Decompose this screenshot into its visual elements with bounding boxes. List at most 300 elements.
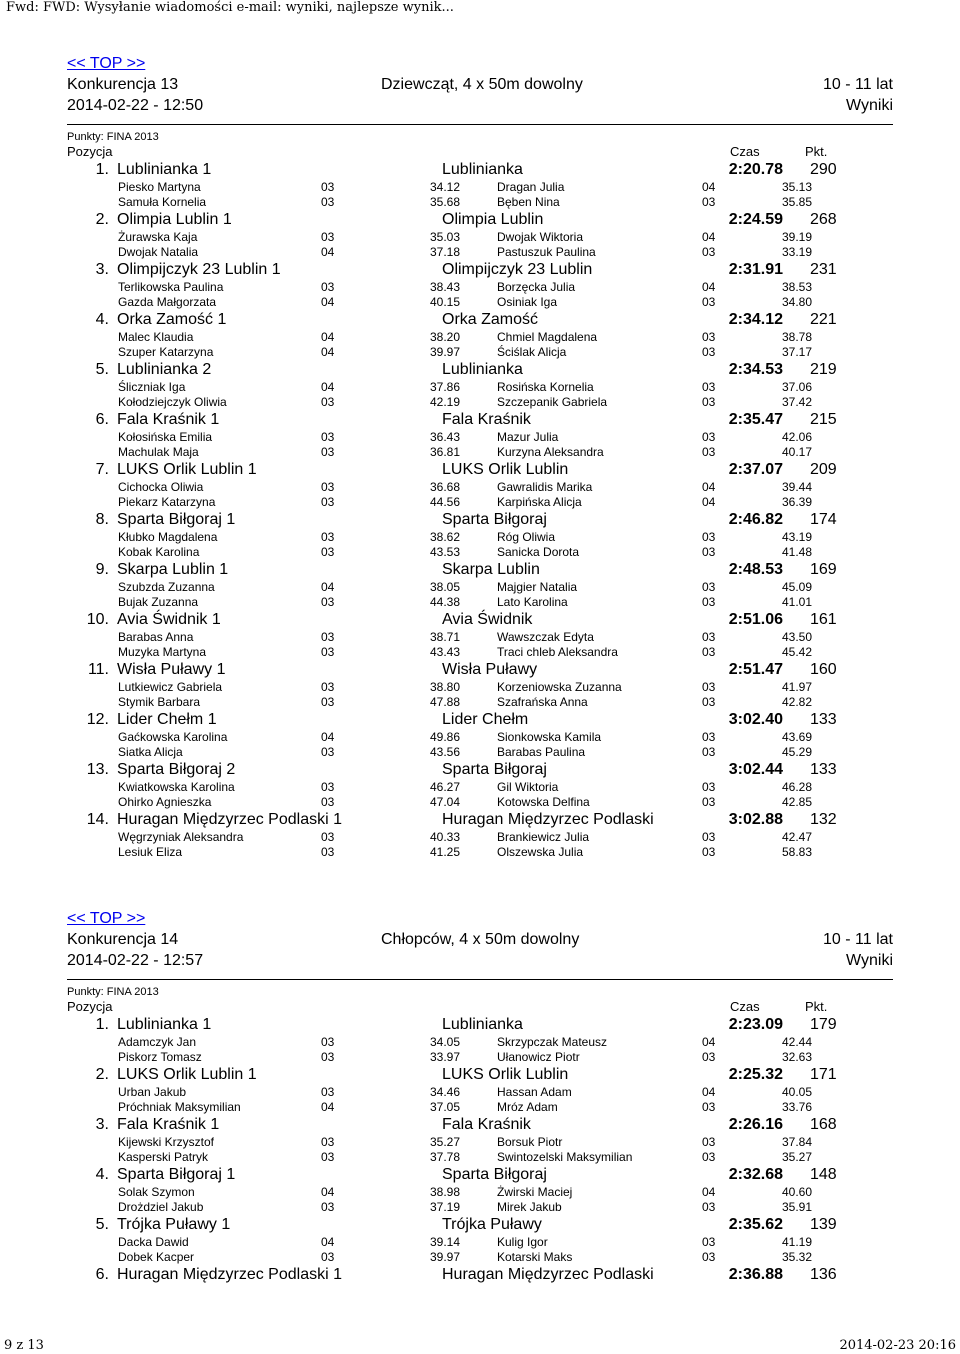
swimmer-year: 03 <box>321 545 335 559</box>
swimmer-year: 04 <box>702 1085 716 1099</box>
swimmer-split: 40.60 <box>781 1185 812 1199</box>
swimmer-name: Korzeniowska Zuzanna <box>497 680 622 694</box>
swimmer-year: 04 <box>321 1185 335 1199</box>
swimmer-year: 03 <box>321 1035 335 1049</box>
swimmer-year: 03 <box>321 630 335 644</box>
swimmer-year: 03 <box>702 595 716 609</box>
swimmer-split: 47.04 <box>430 795 461 809</box>
team-name: Orka Zamość 1 <box>117 311 227 328</box>
swimmer-split: 45.42 <box>781 645 812 659</box>
team-club: Huragan Międzyrzec Podlaski <box>442 1266 654 1283</box>
team-row <box>67 810 893 830</box>
team-row <box>67 1115 893 1135</box>
swimmer-split: 43.69 <box>781 730 812 744</box>
swimmer-year: 03 <box>321 230 335 244</box>
swimmer-row <box>67 745 893 760</box>
swimmer-split: 37.86 <box>430 380 461 394</box>
results-label: Wyniki <box>846 952 893 969</box>
swimmer-year: 03 <box>321 595 335 609</box>
swimmer-year: 03 <box>321 1135 335 1149</box>
swimmer-split: 34.80 <box>781 295 812 309</box>
swimmer-name: Lesiuk Eliza <box>118 845 183 859</box>
team-points: 209 <box>810 461 837 478</box>
team-name: Olimpijczyk 23 Lublin 1 <box>117 261 281 278</box>
swimmer-row <box>67 395 893 410</box>
swimmer-name: Gawralidis Marika <box>497 480 593 494</box>
team-row <box>67 710 893 730</box>
team-time: 2:46.82 <box>728 511 783 528</box>
team-position: 1. <box>95 1016 109 1033</box>
column-time: Czas <box>730 999 760 1014</box>
swimmer-year: 03 <box>702 330 716 344</box>
swimmer-year: 03 <box>702 430 716 444</box>
swimmer-split: 37.05 <box>430 1100 461 1114</box>
swimmer-split: 36.43 <box>430 430 461 444</box>
swimmer-split: 34.05 <box>430 1035 461 1049</box>
top-link[interactable]: << TOP >> <box>67 55 146 72</box>
team-time: 3:02.40 <box>728 711 783 728</box>
swimmer-split: 38.78 <box>781 330 812 344</box>
swimmer-split: 45.29 <box>781 745 812 759</box>
swimmer-split: 38.98 <box>430 1185 461 1199</box>
team-points: 221 <box>810 311 837 328</box>
team-points: 139 <box>810 1216 837 1233</box>
swimmer-split: 38.05 <box>430 580 461 594</box>
swimmer-row <box>67 345 893 360</box>
team-position: 2. <box>95 211 109 228</box>
team-points: 215 <box>810 411 837 428</box>
swimmer-name: Karpińska Alicja <box>497 495 582 509</box>
team-points: 268 <box>810 211 837 228</box>
swimmer-year: 03 <box>702 295 716 309</box>
swimmer-split: 41.97 <box>781 680 812 694</box>
swimmer-year: 04 <box>321 1100 335 1114</box>
swimmer-row <box>67 380 893 395</box>
swimmer-split: 43.50 <box>781 630 812 644</box>
swimmer-name: Skrzypczak Mateusz <box>497 1035 608 1049</box>
team-name: Lublinianka 2 <box>117 361 212 378</box>
swimmer-split: 43.53 <box>430 545 461 559</box>
swimmer-name: Mróz Adam <box>497 1100 558 1114</box>
swimmer-split: 35.91 <box>781 1200 812 1214</box>
team-name: Fala Kraśnik 1 <box>117 1116 220 1133</box>
swimmer-name: Samuła Kornelia <box>118 195 207 209</box>
team-row <box>67 260 893 280</box>
team-position: 4. <box>95 1166 109 1183</box>
swimmer-row <box>67 795 893 810</box>
team-club: Orka Zamość <box>442 311 539 328</box>
team-name: Lublinianka 1 <box>117 1016 212 1033</box>
team-club: Wisła Puławy <box>442 661 538 678</box>
swimmer-name: Kotowska Delfina <box>497 795 590 809</box>
swimmer-name: Sanicka Dorota <box>497 545 580 559</box>
swimmer-name: Barabas Anna <box>118 630 194 644</box>
swimmer-row <box>67 695 893 710</box>
team-position: 14. <box>86 811 109 828</box>
swimmer-year: 04 <box>702 480 716 494</box>
results-list <box>67 160 893 860</box>
swimmer-row <box>67 730 893 745</box>
event-number: Konkurencja 13 <box>67 76 179 93</box>
swimmer-year: 03 <box>702 245 716 259</box>
swimmer-split: 39.44 <box>781 480 812 494</box>
swimmer-name: Lutkiewicz Gabriela <box>118 680 223 694</box>
swimmer-year: 03 <box>702 795 716 809</box>
swimmer-name: Sionkowska Kamila <box>497 730 602 744</box>
swimmer-row <box>67 1150 893 1165</box>
team-club: Fala Kraśnik <box>442 411 531 428</box>
swimmer-row <box>67 680 893 695</box>
team-time: 2:20.78 <box>728 161 783 178</box>
swimmer-year: 03 <box>702 695 716 709</box>
swimmer-split: 44.56 <box>430 495 461 509</box>
swimmer-split: 37.84 <box>781 1135 812 1149</box>
team-name: Skarpa Lublin 1 <box>117 561 229 578</box>
team-points: 168 <box>810 1116 837 1133</box>
swimmer-split: 41.48 <box>781 545 812 559</box>
swimmer-year: 03 <box>321 495 335 509</box>
swimmer-name: Kłubko Magdalena <box>118 530 218 544</box>
swimmer-name: Żwirski Maciej <box>497 1185 573 1199</box>
swimmer-name: Cichocka Oliwia <box>118 480 204 494</box>
swimmer-split: 44.38 <box>430 595 461 609</box>
swimmer-year: 03 <box>321 795 335 809</box>
swimmer-split: 39.14 <box>430 1235 461 1249</box>
team-club: Olimpijczyk 23 Lublin <box>442 261 593 278</box>
team-row <box>67 610 893 630</box>
swimmer-split: 33.76 <box>781 1100 812 1114</box>
points-note: Punkty: FINA 2013 <box>67 986 159 998</box>
page-header: Fwd: FWD: Wysyłanie wiadomości e-mail: wyniki, najlepsze wynik... <box>6 0 454 15</box>
team-points: 179 <box>810 1016 837 1033</box>
swimmer-name: Brankiewicz Julia <box>497 830 590 844</box>
swimmer-name: Ohirko Agnieszka <box>118 795 212 809</box>
team-name: Sparta Biłgoraj 1 <box>117 511 236 528</box>
swimmer-row <box>67 845 893 860</box>
swimmer-split: 38.71 <box>430 630 461 644</box>
team-time: 2:26.16 <box>728 1116 783 1133</box>
swimmer-year: 04 <box>702 180 716 194</box>
swimmer-row <box>67 1235 893 1250</box>
event-block <box>67 54 893 860</box>
swimmer-year: 03 <box>321 780 335 794</box>
swimmer-split: 40.33 <box>430 830 461 844</box>
swimmer-year: 03 <box>702 630 716 644</box>
top-link-row <box>67 909 893 929</box>
swimmer-year: 03 <box>702 645 716 659</box>
top-link-row <box>67 54 893 74</box>
swimmer-name: Adamczyk Jan <box>118 1035 197 1049</box>
column-header-row <box>67 999 893 1015</box>
swimmer-year: 03 <box>702 345 716 359</box>
team-name: Lider Chełm 1 <box>117 711 217 728</box>
swimmer-name: Szczepanik Gabriela <box>497 395 608 409</box>
swimmer-name: Róg Oliwia <box>497 530 556 544</box>
swimmer-name: Dobek Kacper <box>118 1250 195 1264</box>
team-position: 10. <box>86 611 109 628</box>
swimmer-name: Solak Szymon <box>118 1185 195 1199</box>
team-row <box>67 210 893 230</box>
team-position: 3. <box>95 1116 109 1133</box>
swimmer-year: 03 <box>321 430 335 444</box>
swimmer-name: Gil Wiktoria <box>497 780 559 794</box>
team-name: LUKS Orlik Lublin 1 <box>117 461 257 478</box>
swimmer-split: 42.85 <box>781 795 812 809</box>
team-name: Huragan Międzyrzec Podlaski 1 <box>117 1266 342 1283</box>
team-club: Lublinianka <box>442 161 523 178</box>
swimmer-split: 42.06 <box>781 430 812 444</box>
column-points: Pkt. <box>805 144 828 159</box>
swimmer-name: Borsuk Piotr <box>497 1135 563 1149</box>
team-points: 136 <box>810 1266 837 1283</box>
swimmer-split: 41.01 <box>781 595 812 609</box>
swimmer-year: 03 <box>702 830 716 844</box>
swimmer-split: 36.81 <box>430 445 461 459</box>
team-time: 3:02.88 <box>728 811 783 828</box>
team-time: 2:34.12 <box>728 311 783 328</box>
team-club: Sparta Biłgoraj <box>442 761 547 778</box>
swimmer-name: Muzyka Martyna <box>118 645 207 659</box>
swimmer-year: 03 <box>702 445 716 459</box>
swimmer-split: 35.13 <box>781 180 812 194</box>
team-club: Olimpia Lublin <box>442 211 544 228</box>
swimmer-row <box>67 1100 893 1115</box>
team-row <box>67 760 893 780</box>
swimmer-name: Hassan Adam <box>497 1085 572 1099</box>
team-row <box>67 160 893 180</box>
swimmer-year: 03 <box>702 1250 716 1264</box>
team-points: 290 <box>810 161 837 178</box>
swimmer-name: Węgrzyniak Aleksandra <box>118 830 244 844</box>
team-position: 12. <box>86 711 109 728</box>
swimmer-year: 03 <box>702 380 716 394</box>
team-club: Sparta Biłgoraj <box>442 1166 547 1183</box>
swimmer-name: Kijewski Krzysztof <box>118 1135 215 1149</box>
divider <box>67 979 893 980</box>
swimmer-year: 04 <box>321 245 335 259</box>
swimmer-row <box>67 180 893 195</box>
swimmer-year: 03 <box>702 1050 716 1064</box>
swimmer-name: Gaćkowska Karolina <box>118 730 228 744</box>
team-points: 160 <box>810 661 837 678</box>
swimmer-year: 03 <box>702 395 716 409</box>
swimmer-year: 03 <box>321 845 335 859</box>
team-position: 11. <box>87 661 109 678</box>
swimmer-split: 46.28 <box>781 780 812 794</box>
swimmer-row <box>67 1250 893 1265</box>
event-title: Chłopców, 4 x 50m dowolny <box>381 931 580 948</box>
swimmer-split: 35.03 <box>430 230 461 244</box>
swimmer-name: Osiniak Iga <box>497 295 558 309</box>
team-time: 2:25.32 <box>728 1066 783 1083</box>
event-date-row <box>67 950 893 971</box>
swimmer-split: 35.32 <box>781 1250 812 1264</box>
swimmer-year: 04 <box>321 295 335 309</box>
swimmer-name: Próchniak Maksymilian <box>118 1100 241 1114</box>
team-points: 161 <box>810 611 837 628</box>
team-name: Sparta Biłgoraj 1 <box>117 1166 236 1183</box>
swimmer-year: 03 <box>702 745 716 759</box>
swimmer-row <box>67 630 893 645</box>
swimmer-split: 39.97 <box>430 345 461 359</box>
swimmer-year: 04 <box>702 1035 716 1049</box>
swimmer-year: 03 <box>321 480 335 494</box>
swimmer-name: Drożdziel Jakub <box>118 1200 204 1214</box>
team-club: Fala Kraśnik <box>442 1116 531 1133</box>
team-points: 132 <box>810 811 837 828</box>
swimmer-year: 03 <box>321 395 335 409</box>
swimmer-year: 03 <box>702 195 716 209</box>
column-header-row <box>67 144 893 160</box>
event-header-row <box>67 74 893 95</box>
swimmer-row <box>67 580 893 595</box>
swimmer-name: Stymik Barbara <box>118 695 201 709</box>
team-time: 2:23.09 <box>728 1016 783 1033</box>
swimmer-split: 37.18 <box>430 245 461 259</box>
swimmer-name: Urban Jakub <box>118 1085 187 1099</box>
swimmer-split: 35.85 <box>781 195 812 209</box>
swimmer-name: Terlikowska Paulina <box>118 280 224 294</box>
swimmer-year: 03 <box>321 1250 335 1264</box>
swimmer-name: Kasperski Patryk <box>118 1150 209 1164</box>
swimmer-split: 34.12 <box>430 180 461 194</box>
points-note: Punkty: FINA 2013 <box>67 131 159 143</box>
team-position: 7. <box>95 461 109 478</box>
team-position: 4. <box>95 311 109 328</box>
swimmer-name: Mazur Julia <box>497 430 559 444</box>
swimmer-year: 04 <box>321 1235 335 1249</box>
swimmer-split: 32.63 <box>781 1050 812 1064</box>
swimmer-split: 42.47 <box>781 830 812 844</box>
column-points: Pkt. <box>805 999 828 1014</box>
swimmer-name: Kotarski Maks <box>497 1250 573 1264</box>
swimmer-row <box>67 1050 893 1065</box>
team-position: 6. <box>95 1266 109 1283</box>
swimmer-year: 03 <box>321 1150 335 1164</box>
event-date-row <box>67 95 893 116</box>
swimmer-year: 04 <box>321 345 335 359</box>
team-club: Sparta Biłgoraj <box>442 511 547 528</box>
swimmer-name: Rosińska Kornelia <box>497 380 594 394</box>
swimmer-name: Szuper Katarzyna <box>118 345 214 359</box>
swimmer-split: 37.78 <box>430 1150 461 1164</box>
swimmer-split: 38.53 <box>781 280 812 294</box>
team-club: Skarpa Lublin <box>442 561 540 578</box>
swimmer-row <box>67 245 893 260</box>
swimmer-name: Dragan Julia <box>497 180 565 194</box>
swimmer-name: Kurzyna Aleksandra <box>497 445 604 459</box>
swimmer-year: 03 <box>321 745 335 759</box>
team-club: Lublinianka <box>442 1016 523 1033</box>
swimmer-name: Ułanowicz Piotr <box>497 1050 580 1064</box>
team-row <box>67 460 893 480</box>
swimmer-split: 34.46 <box>430 1085 461 1099</box>
team-row <box>67 310 893 330</box>
team-time: 2:35.62 <box>728 1216 783 1233</box>
swimmer-split: 40.17 <box>781 445 812 459</box>
swimmer-name: Mirek Jakub <box>497 1200 562 1214</box>
swimmer-row <box>67 480 893 495</box>
swimmer-split: 42.82 <box>781 695 812 709</box>
swimmer-split: 46.27 <box>430 780 461 794</box>
team-points: 133 <box>810 711 837 728</box>
swimmer-split: 43.56 <box>430 745 461 759</box>
team-time: 2:51.47 <box>728 661 783 678</box>
swimmer-name: Gazda Małgorzata <box>118 295 217 309</box>
swimmer-row <box>67 830 893 845</box>
swimmer-year: 04 <box>702 495 716 509</box>
swimmer-split: 40.15 <box>430 295 461 309</box>
team-row <box>67 660 893 680</box>
swimmer-split: 47.88 <box>430 695 461 709</box>
team-points: 133 <box>810 761 837 778</box>
swimmer-row <box>67 545 893 560</box>
swimmer-year: 03 <box>321 695 335 709</box>
swimmer-name: Dwojak Natalia <box>118 245 199 259</box>
swimmer-year: 04 <box>702 280 716 294</box>
swimmer-name: Dwojak Wiktoria <box>497 230 584 244</box>
swimmer-year: 03 <box>321 445 335 459</box>
swimmer-split: 42.44 <box>781 1035 812 1049</box>
swimmer-year: 03 <box>321 830 335 844</box>
swimmer-name: Piesko Martyna <box>118 180 201 194</box>
swimmer-year: 03 <box>702 730 716 744</box>
swimmer-row <box>67 430 893 445</box>
event-datetime: 2014-02-22 - 12:50 <box>67 97 204 114</box>
swimmer-year: 03 <box>702 530 716 544</box>
team-position: 13. <box>86 761 109 778</box>
team-points: 148 <box>810 1166 837 1183</box>
swimmer-split: 38.43 <box>430 280 461 294</box>
swimmer-split: 37.17 <box>781 345 812 359</box>
team-position: 5. <box>95 361 109 378</box>
column-position: Pozycja <box>67 144 113 159</box>
team-club: Huragan Międzyrzec Podlaski <box>442 811 654 828</box>
swimmer-year: 04 <box>321 380 335 394</box>
team-name: Lublinianka 1 <box>117 161 212 178</box>
column-position: Pozycja <box>67 999 113 1014</box>
swimmer-split: 33.19 <box>781 245 812 259</box>
team-name: LUKS Orlik Lublin 1 <box>117 1066 257 1083</box>
swimmer-name: Dacka Dawid <box>118 1235 189 1249</box>
event-datetime: 2014-02-22 - 12:57 <box>67 952 204 969</box>
team-position: 1. <box>95 161 109 178</box>
swimmer-split: 37.06 <box>781 380 812 394</box>
team-row <box>67 1265 893 1285</box>
swimmer-year: 04 <box>321 730 335 744</box>
swimmer-row <box>67 445 893 460</box>
swimmer-row <box>67 1185 893 1200</box>
team-points: 231 <box>810 261 837 278</box>
team-name: Fala Kraśnik 1 <box>117 411 220 428</box>
team-row <box>67 1215 893 1235</box>
top-link[interactable]: << TOP >> <box>67 910 146 927</box>
swimmer-split: 49.86 <box>430 730 461 744</box>
team-name: Sparta Biłgoraj 2 <box>117 761 236 778</box>
swimmer-split: 39.19 <box>781 230 812 244</box>
swimmer-name: Olszewska Julia <box>497 845 584 859</box>
team-time: 2:35.47 <box>728 411 783 428</box>
team-position: 3. <box>95 261 109 278</box>
swimmer-split: 35.27 <box>781 1150 812 1164</box>
swimmer-year: 03 <box>321 645 335 659</box>
swimmer-year: 03 <box>321 1085 335 1099</box>
swimmer-name: Żurawska Kaja <box>118 230 198 244</box>
team-row <box>67 1015 893 1035</box>
event-age: 10 - 11 lat <box>823 931 893 948</box>
swimmer-name: Barabas Paulina <box>497 745 586 759</box>
swimmer-name: Swintozelski Maksymilian <box>497 1150 633 1164</box>
